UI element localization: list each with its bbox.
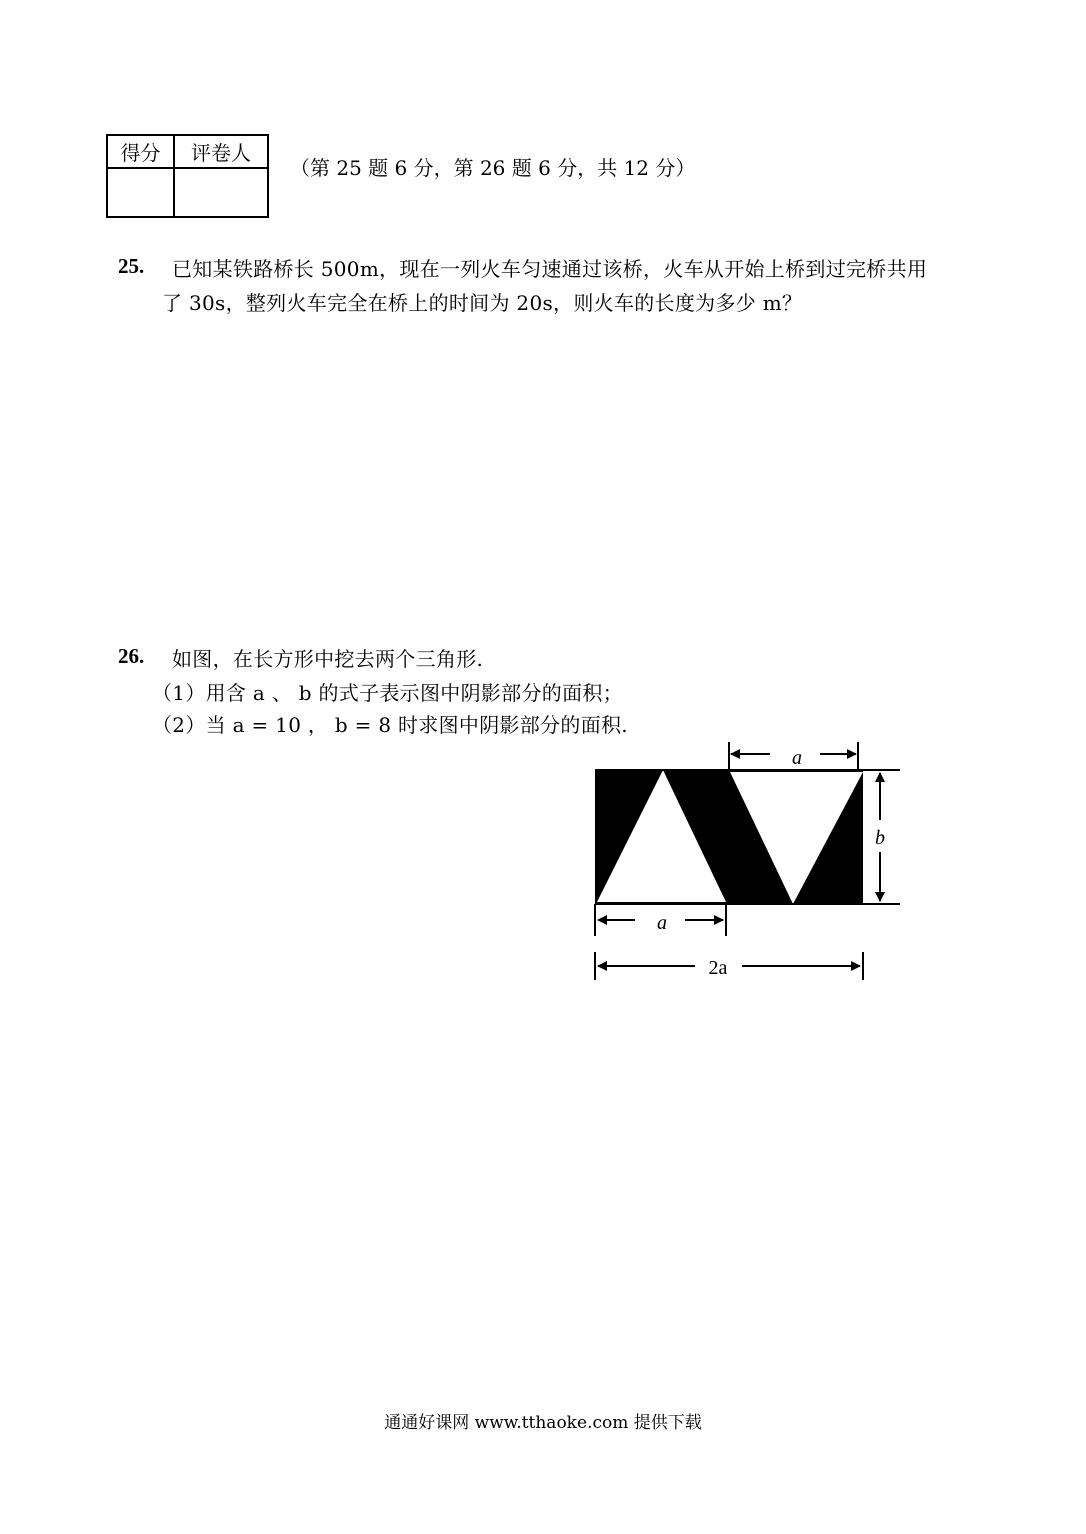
- score-header: 得分: [107, 135, 174, 168]
- bottom-a-label: a: [657, 912, 667, 934]
- score-cell: [107, 168, 174, 217]
- section-note: （第 25 题 6 分，第 26 题 6 分，共 12 分）: [290, 156, 696, 180]
- question-25-line1: 已知某铁路桥长 500m，现在一列火车匀速通过该桥，火车从开始上桥到过完桥共用: [172, 257, 928, 281]
- grader-header: 评卷人: [174, 135, 268, 168]
- score-box: [106, 134, 269, 218]
- question-25-number: 25.: [118, 254, 145, 278]
- question-26-part1: （1）用含 a 、 b 的式子表示图中阴影部分的面积；: [152, 681, 623, 705]
- question-26-part2: （2）当 a = 10 ， b = 8 时求图中阴影部分的面积.: [152, 713, 628, 737]
- question-25-line2: 了 30s，整列火车完全在桥上的时间为 20s，则火车的长度为多少 m？: [162, 291, 803, 315]
- question-26-number: 26.: [118, 644, 145, 668]
- grader-cell: [174, 168, 268, 217]
- top-a-label: a: [792, 747, 802, 769]
- bottom-2a-label: 2a: [708, 957, 728, 979]
- right-b-label: b: [875, 827, 885, 849]
- question-26-line1: 如图，在长方形中挖去两个三角形.: [172, 647, 484, 671]
- rectangle-triangles-figure: [580, 740, 940, 994]
- footer-source: 通通好课网 www.tthaoke.com 提供下载: [384, 1413, 702, 1433]
